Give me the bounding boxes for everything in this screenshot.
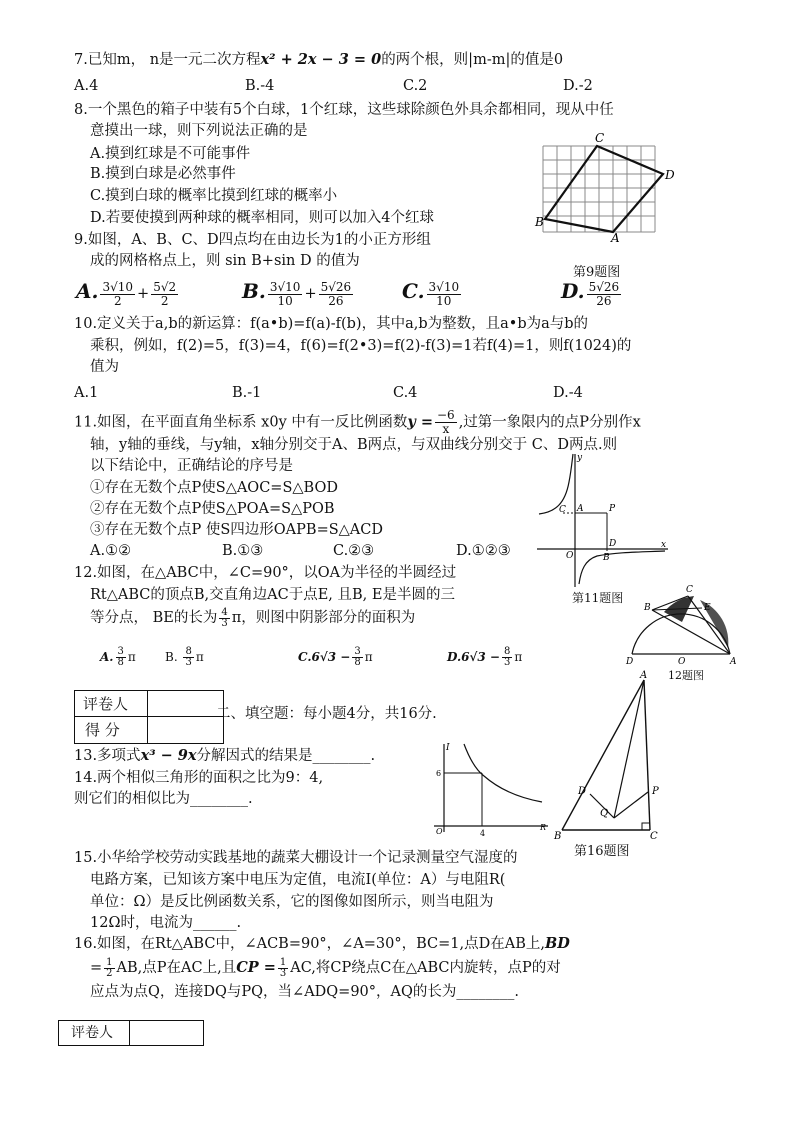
svg-text:O: O <box>436 827 443 836</box>
q12-line3: 等分点， BE的长为 $\frac{4}{3}$ π，则图中阴影部分的面积为 <box>90 606 416 629</box>
q9-option-d: D. $\frac{5√26}{26}$ <box>561 279 620 308</box>
q10-option-d: D.-4 <box>553 385 583 401</box>
q15-line1: 15.小华给学校劳动实践基地的蔬菜大棚设计一个记录测量空气湿度的 <box>74 850 518 866</box>
svg-text:C: C <box>686 585 693 595</box>
q15-line2: 电路方案，已知该方案中电压为定值，电流I(单位：A）与电阻R( <box>90 872 506 888</box>
q8-line2: 意摸出一球，则下列说法正确的是 <box>90 123 308 139</box>
q15-line3: 单位：Ω）是反比例函数关系，它的图像如图所示，则当电阻为 <box>90 894 494 910</box>
svg-text:A: A <box>577 504 584 514</box>
svg-text:D: D <box>626 657 634 667</box>
svg-text:O: O <box>566 551 574 561</box>
q9-grid-figure <box>535 131 680 245</box>
svg-text:P: P <box>609 504 616 514</box>
q16-line1: 16.如图，在Rt△ABC中，∠ACB=90°，∠A=30°，BC=1,点D在AB上,BD <box>74 935 570 952</box>
q12-semicircle-figure <box>622 582 742 667</box>
svg-text:B: B <box>603 553 610 563</box>
q9-label-b: B <box>535 215 544 229</box>
q8-option-b: B.摸到白球是必然事件 <box>90 166 236 182</box>
q9-option-b: B. $\frac{3√10}{10}$ + $\frac{5√26}{26}$ <box>242 279 352 308</box>
q10-line3: 值为 <box>90 359 119 375</box>
svg-text:I: I <box>446 743 450 753</box>
svg-text:B: B <box>644 603 651 613</box>
q9-label-d: D <box>665 168 675 182</box>
q7-option-b: B.-4 <box>245 78 275 94</box>
q12-option-b: B. $\frac{8}{3}$ π <box>165 646 204 668</box>
svg-text:D: D <box>609 539 617 549</box>
q11-line1: 11.如图，在平面直角坐标系 x0y 中有一反比例函数y = $\frac{-6}{x}$ ,过第一象限内的点P分别作x <box>74 408 641 436</box>
svg-text:R: R <box>540 823 547 832</box>
footer-score-box <box>58 1020 204 1046</box>
q16-triangle-figure <box>552 672 662 840</box>
q12-option-d: D.6√3 − $\frac{8}{3}$ π <box>447 646 523 668</box>
q12-option-a: A. $\frac{3}{8}$ π <box>100 646 136 668</box>
q10-line2: 乘积，例如，f(2)=5，f(3)=4，f(6)=f(2•3)=f(2)-f(3)=1若f(4)=1，则f(1024)的 <box>90 338 632 354</box>
q16-line2: = $\frac{1}{2}$ AB,点P在AC上,且CP = $\frac{1}{3}$ AC,将CP绕点C在△ABC内旋转，点P的对 <box>90 956 561 979</box>
q15-current-resistance-graph <box>424 740 554 840</box>
q12-line1: 12.如图，在△ABC中，∠C=90°，以OA为半径的半圆经过 <box>74 565 457 581</box>
q11-option-c: C.②③ <box>333 543 375 559</box>
q10-option-a: A.1 <box>74 385 99 401</box>
q14-line2: 则它们的相似比为________. <box>74 791 253 807</box>
svg-text:C: C <box>559 505 566 515</box>
svg-text:B: B <box>554 831 562 842</box>
q9-option-a: A. $\frac{3√10}{2}$ + $\frac{5√2}{2}$ <box>76 279 177 308</box>
q10-line1: 10.定义关于a,b的新运算：f(a•b)=f(a)-f(b)，其中a,b为整数，且a•b为a与b的 <box>74 316 589 332</box>
svg-text:P: P <box>652 786 659 797</box>
svg-text:D: D <box>578 786 587 797</box>
svg-text:A: A <box>640 670 648 681</box>
q9-line1: 9.如图，A、B、C、D四点均在由边长为1的小正方形组 <box>74 232 431 248</box>
q11-statement-3: ③存在无数个点P 使S四边形OAPB=S△ACD <box>90 522 383 538</box>
svg-text:C: C <box>650 831 658 842</box>
q11-option-d: D.①②③ <box>456 543 511 559</box>
q9-caption: 第9题图 <box>573 265 621 280</box>
svg-text:A: A <box>730 657 737 667</box>
q9-label-c: C <box>595 131 605 145</box>
q11-option-b: B.①③ <box>222 543 264 559</box>
footer-scorer-field[interactable] <box>130 1021 202 1045</box>
q7-stem: 7.已知m， n是一元二次方程x² + 2x − 3 = 0的两个根，则|m-m|的值是0 <box>74 51 564 68</box>
score-label: 得 分 <box>85 721 120 739</box>
q9-option-c: C. $\frac{3√10}{10}$ <box>402 279 460 308</box>
q14-line1: 14.两个相似三角形的面积之比为9：4, <box>74 770 324 786</box>
q7-equation: x² + 2x − 3 = 0 <box>260 51 382 68</box>
q10-option-b: B.-1 <box>232 385 262 401</box>
svg-text:6: 6 <box>436 769 442 778</box>
svg-text:4: 4 <box>480 829 486 838</box>
q10-option-c: C.4 <box>393 385 418 401</box>
svg-text:x: x <box>661 540 667 550</box>
scorer-label: 评卷人 <box>83 695 129 713</box>
footer-scorer-label: 评卷人 <box>71 1025 113 1041</box>
svg-text:Q: Q <box>600 808 609 819</box>
section2-title: 二、填空题：每小题4分，共16分. <box>216 706 437 722</box>
svg-text:y: y <box>577 453 583 463</box>
q11-hyperbola-figure <box>533 452 673 592</box>
q8-line1: 8.一个黑色的箱子中装有5个白球，1个红球，这些球除颜色外具余都相同，现从中任 <box>74 102 614 118</box>
q8-option-c: C.摸到白球的概率比摸到红球的概率小 <box>90 188 338 204</box>
q7-option-d: D.-2 <box>563 78 593 94</box>
q16-line3: 应点为点Q，连接DQ与PQ，当∠ADQ=90°，AQ的长为________. <box>90 984 519 1000</box>
q11-option-a: A.①② <box>90 543 132 559</box>
q9-line2: 成的网格格点上，则 sin B+sin D 的值为 <box>90 253 360 269</box>
q11-statement-2: ②存在无数个点P使S△POA=S△POB <box>90 501 335 517</box>
q8-option-a: A.摸到红球是不可能事件 <box>90 146 251 162</box>
q8-option-d: D.若要使摸到两种球的概率相同，则可以加入4个红球 <box>90 210 434 226</box>
svg-text:E: E <box>704 603 711 613</box>
q11-caption: 第11题图 <box>572 591 624 605</box>
q12-line2: Rt△ABC的顶点B,交直角边AC于点E, 且B, E是半圆的三 <box>90 587 455 603</box>
score-box <box>74 690 224 744</box>
score-field[interactable] <box>148 717 222 742</box>
q16-caption: 第16题图 <box>574 844 630 859</box>
q11-statement-1: ①存在无数个点P使S△AOC=S△BOD <box>90 480 338 496</box>
q12-option-c: C.6√3 − $\frac{3}{8}$ π <box>298 646 373 668</box>
q12-caption: 12题图 <box>668 669 704 682</box>
q13-stem: 13.多项式x³ − 9x分解因式的结果是________. <box>74 747 376 764</box>
svg-text:O: O <box>678 657 686 667</box>
q7-option-a: A.4 <box>74 78 99 94</box>
q11-line2: 轴，y轴的垂线，与y轴，x轴分别交于A、B两点，与双曲线分别交于 C、D两点.则 <box>90 437 618 453</box>
q7-option-c: C.2 <box>403 78 428 94</box>
scorer-field[interactable] <box>148 692 222 716</box>
q9-label-a: A <box>611 231 620 245</box>
q15-line4: 12Ω时，电流为______. <box>90 915 242 931</box>
q11-line3: 以下结论中，正确结论的序号是 <box>90 458 293 474</box>
